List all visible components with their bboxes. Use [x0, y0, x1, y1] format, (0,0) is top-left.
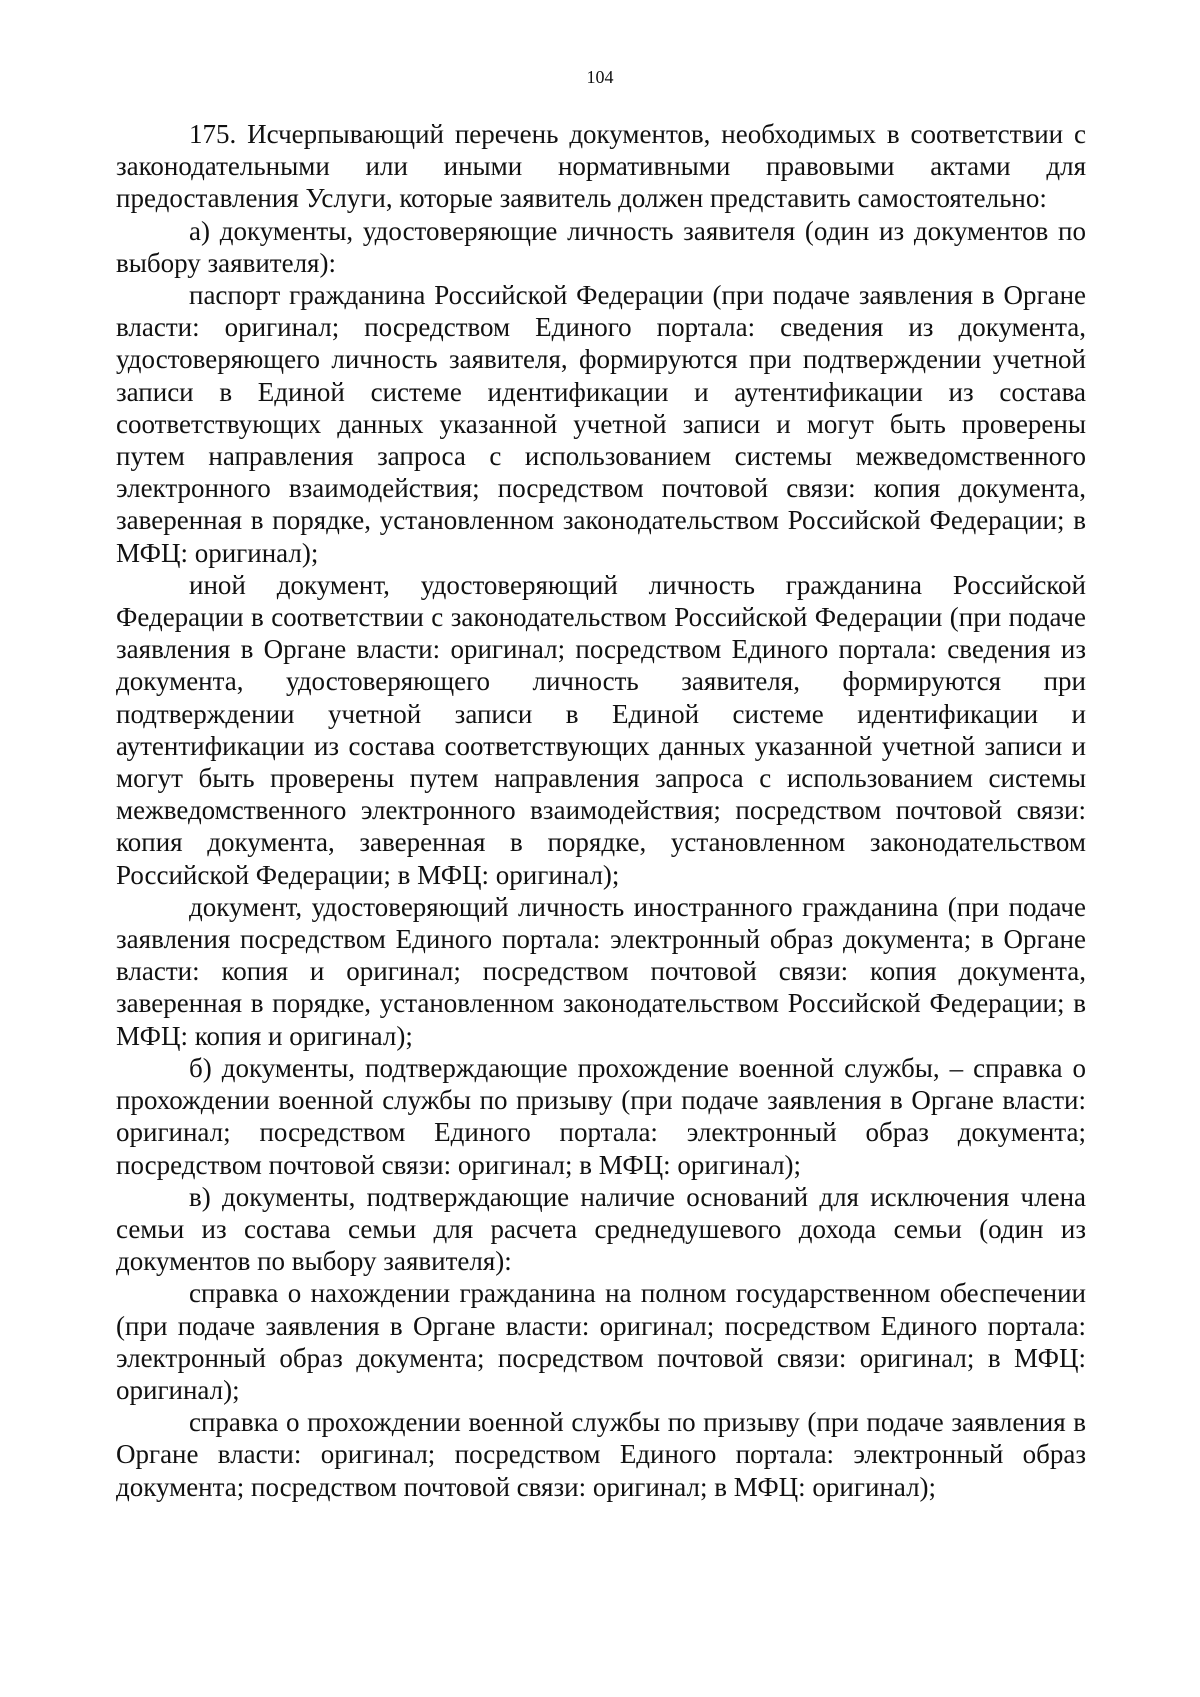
paragraph-item-v: в) документы, подтверждающие наличие оснований для исключения члена семьи из состава семьи для расчета среднедушевого дохода семьи (один из документов по выбору заявителя):	[116, 1181, 1086, 1277]
paragraph-passport: паспорт гражданина Российской Федерации (при подаче заявления в Органе власти: оригинал; посредством Единого портала: сведения из документа, удостоверяющего личность заявителя, формируются при подтверждении учетной записи в Единой системе идентификации и аутентификации из состава соответствующих данных указанной учетной записи и могут быть проверены путем направления запроса с использованием системы межведомственного электронного взаимодействия; посредством почтовой связи: копия документа, заверенная в порядке, установленном законодательством Российской Федерации; в МФЦ: оригинал);	[116, 280, 1086, 568]
document-body	[116, 118, 1086, 1503]
page-number: 104	[586, 67, 614, 87]
paragraph-item-b: б) документы, подтверждающие прохождение военной службы, – справка о прохождении военной службы по призыву (при подаче заявления в Органе власти: оригинал; посредством Единого портала: электронный образ документа; посредством почтовой связи: оригинал; в МФЦ: оригинал);	[116, 1052, 1086, 1180]
paragraph-foreign-citizen-id: документ, удостоверяющий личность иностранного гражданина (при подаче заявления посредством Единого портала: электронный образ документа; в Органе власти: копия и оригинал; посредством почтовой связи: копия документа, заверенная в порядке, установленном законодательством Российской Федерации; в МФЦ: копия и оригинал);	[116, 891, 1086, 1051]
paragraph-item-a: а) документы, удостоверяющие личность заявителя (один из документов по выбору заявителя):	[116, 215, 1086, 278]
paragraph-other-id-document: иной документ, удостоверяющий личность гражданина Российской Федерации в соответствии с законодательством Российской Федерации (при подаче заявления в Органе власти: оригинал; посредством Единого портала: сведения из документа, удостоверяющего личность заявителя, формируются при подтверждении учетной записи в Единой системе идентификации и аутентификации из состава соответствующих данных указанной учетной записи и могут быть проверены путем направления запроса с использованием системы межведомственного электронного взаимодействия; посредством почтовой связи: копия документа, заверенная в порядке, установленном законодательством Российской Федерации; в МФЦ: оригинал);	[116, 569, 1086, 890]
paragraph-military-service-certificate: справка о прохождении военной службы по призыву (при подаче заявления в Органе власти: оригинал; посредством Единого портала: электронный образ документа; посредством почтовой связи: оригинал; в МФЦ: оригинал);	[116, 1407, 1086, 1502]
paragraph-state-support-certificate: справка о нахождении гражданина на полном государственном обеспечении (при подаче заявления в Органе власти: оригинал; посредством Единого портала: электронный образ документа; посредством почтовой связи: оригинал; в МФЦ: оригинал);	[116, 1278, 1086, 1405]
paragraph-175-intro: 175. Исчерпывающий перечень документов, необходимых в соответствии с законодательными или иными нормативными правовыми актами для предоставления Услуги, которые заявитель должен представить самостоятельно:	[116, 119, 1086, 214]
